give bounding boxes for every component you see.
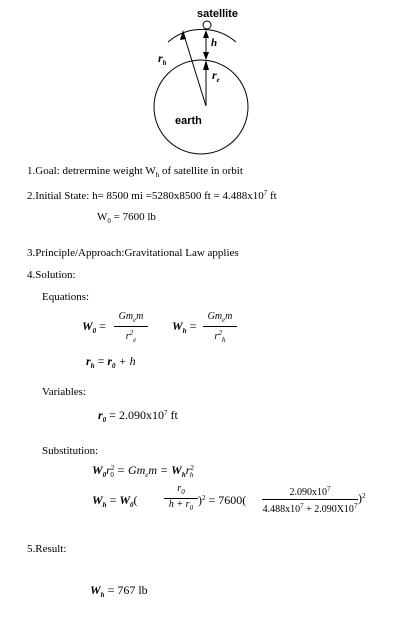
substitution-line2-lhs: $W_h = W_0$( bbox=[92, 493, 138, 509]
w0-initial: $W_0 = 7600$ lb bbox=[97, 211, 156, 225]
earth-circle bbox=[154, 60, 248, 154]
eq1-fraction: $Gm_em$ $r^2_e$ bbox=[114, 311, 148, 346]
satellite-icon bbox=[203, 21, 211, 29]
variables-heading: Variables: bbox=[42, 386, 86, 398]
principle-step: 3.Principle/Approach:Gravitational Law applies bbox=[27, 247, 239, 259]
re-label: $r_e$ bbox=[212, 68, 220, 84]
re-arrowhead bbox=[203, 60, 209, 70]
equations-heading: Equations: bbox=[42, 291, 90, 303]
eq2-fraction: $Gm_em$ $r^2_h$ bbox=[203, 311, 237, 346]
result-step: 5.Result: bbox=[27, 543, 67, 555]
r0-variable: $r_0 = 2.090x10^7$ ft bbox=[98, 408, 178, 424]
eq3: $r_h = r_0 + h$ bbox=[86, 354, 136, 370]
result-value: $W_h = 767$ lb bbox=[90, 583, 148, 599]
rh-label: $r_h$ bbox=[158, 51, 167, 67]
satellite-label: satellite bbox=[197, 8, 238, 20]
eq1-lhs: $W_0$ = bbox=[82, 319, 106, 335]
earth-label: earth bbox=[175, 115, 202, 127]
rh-vector bbox=[183, 32, 206, 106]
h-label: h bbox=[211, 37, 218, 49]
substitution-line2-end: )$^2$ bbox=[358, 491, 366, 505]
h-arrowhead-top bbox=[203, 30, 209, 38]
orbit-arc bbox=[168, 29, 236, 42]
rh-arrowhead bbox=[180, 30, 186, 40]
substitution-fraction1: $\frac{r_0}{h + r_0}$ bbox=[164, 483, 198, 514]
substitution-line2-mid: )$^2$ = 7600( bbox=[198, 493, 247, 507]
initial-state-step: 2.Initial State: h= 8500 mi =5280x8500 ft = $4.488x10^7$ ft bbox=[27, 189, 277, 202]
solution-step: 4.Solution: bbox=[27, 269, 76, 281]
h-arrowhead-bottom bbox=[203, 52, 209, 60]
eq2-lhs: $W_h$ = bbox=[172, 319, 197, 335]
substitution-fraction2: $\frac{2.090x10^7}{4.488x10^7 + 2.090X10^7}$ bbox=[262, 485, 358, 515]
substitution-heading: Substitution: bbox=[42, 445, 99, 457]
substitution-line1: $W_0r^2_0 = Gm_em = W_hr^2_h$ bbox=[92, 463, 194, 479]
goal-step: 1.Goal: detrermine weight $W_h$ of satellite in orbit bbox=[27, 165, 243, 179]
